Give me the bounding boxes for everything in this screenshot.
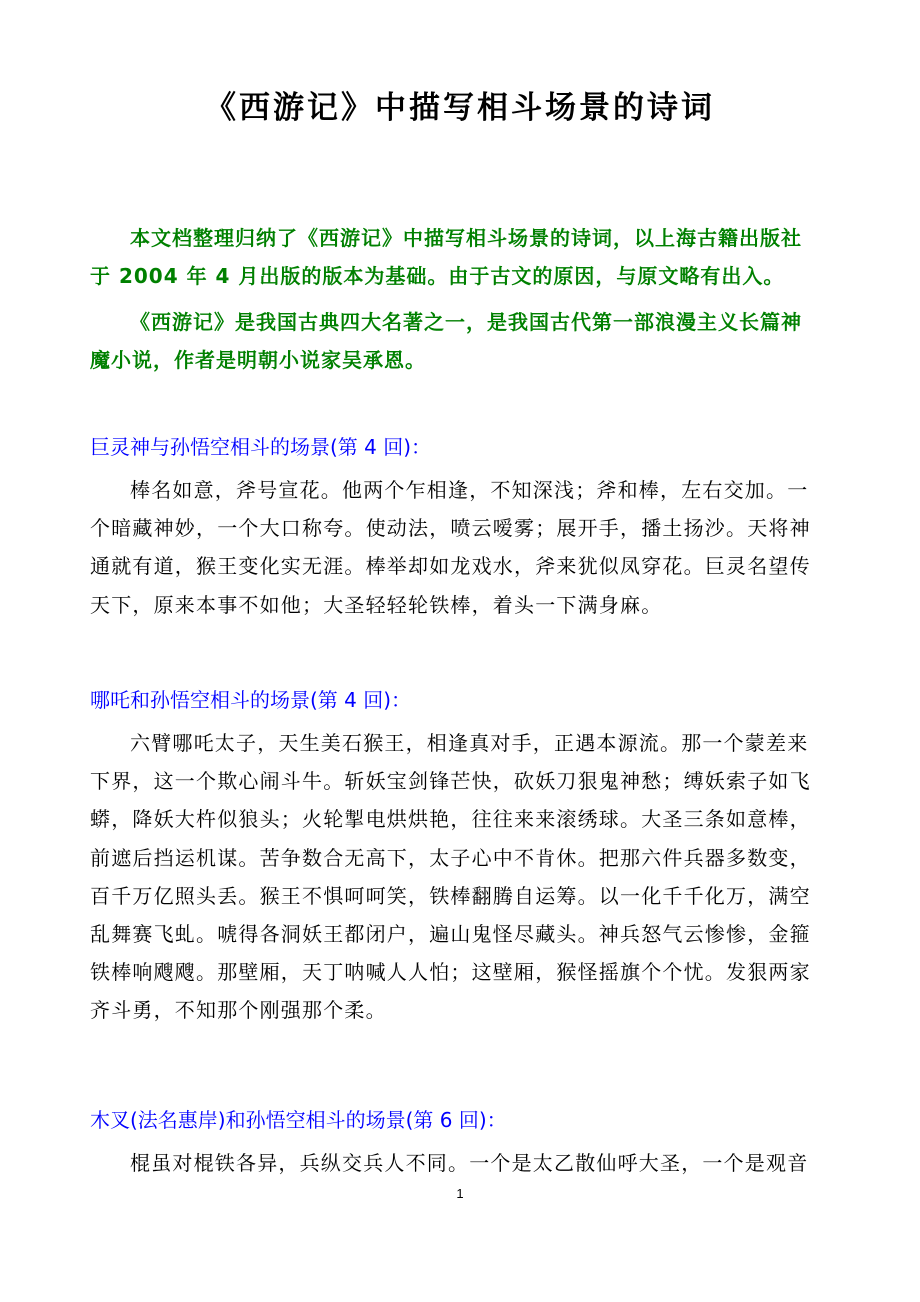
poem-line: 六臂哪吒太子，天生美石猴王，相逢真对手，正遇本源流。那一个蒙差来 bbox=[130, 731, 809, 755]
poem-line: 百千万亿照头丢。猴王不惧呵呵笑，铁棒翻腾自运筹。以一化千千化万，满空 bbox=[90, 883, 811, 908]
section-body-mucha bbox=[90, 1144, 830, 1182]
section-heading-mucha: 木叉(法名惠岸)和孙悟空相斗的场景(第 6 回)： bbox=[90, 1108, 507, 1132]
poem-line: 蟒，降妖大杵似狼头；火轮掣电烘烘艳，往往来来滚绣球。大圣三条如意棒， bbox=[90, 807, 811, 832]
section-heading-nezha: 哪吒和孙悟空相斗的场景(第 4 回)： bbox=[90, 688, 412, 712]
poem-line: 棒名如意，斧号宣花。他两个乍相逢，不知深浅；斧和棒，左右交加。一 bbox=[130, 478, 809, 502]
poem-line: 通就有道，猴王变化实无涯。棒举却如龙戏水，斧来犹似凤穿花。巨灵名望传 bbox=[90, 554, 811, 579]
poem-line: 前遮后挡运机谋。苦争数合无高下，太子心中不肯休。把那六件兵器多数变， bbox=[90, 845, 811, 870]
poem-line: 齐斗勇，不知那个刚强那个柔。 bbox=[90, 998, 387, 1023]
section-heading-julingshen: 巨灵神与孙悟空相斗的场景(第 4 回)： bbox=[90, 435, 432, 459]
poem-line: 下界，这一个欺心闹斗牛。斩妖宝剑锋芒快，砍妖刀狠鬼神愁；缚妖索子如飞 bbox=[90, 769, 811, 794]
section-body-nezha bbox=[90, 724, 830, 1030]
section-body-julingshen bbox=[90, 471, 830, 624]
page-number: 1 bbox=[456, 1186, 464, 1201]
intro-paragraph-1-line-2: 于 2004 年 4 月出版的版本为基础。由于古文的原因，与原文略有出入。 bbox=[90, 264, 785, 288]
poem-line: 棍虽对棍铁各异，兵纵交兵人不同。一个是太乙散仙呼大圣，一个是观音 bbox=[130, 1151, 809, 1175]
intro-paragraph-2-line-1: 《西游记》是我国古典四大名著之一，是我国古代第一部浪漫主义长篇神 bbox=[130, 310, 802, 334]
poem-line: 乱舞赛飞虬。唬得各洞妖王都闭户，遍山鬼怪尽藏头。神兵怒气云惨惨，金箍 bbox=[90, 922, 811, 947]
poem-line: 天下，原来本事不如他；大圣轻轻轮铁棒，着头一下满身麻。 bbox=[90, 592, 663, 617]
poem-line: 铁棒响飕飕。那壁厢，天丁呐喊人人怕；这壁厢，猴怪摇旗个个忧。发狠两家 bbox=[90, 960, 811, 985]
document-title: 《西游记》中描写相斗场景的诗词 bbox=[205, 90, 715, 126]
poem-line: 个暗藏神妙，一个大口称夸。使动法，喷云嗳雾；展开手，播土扬沙。天将神 bbox=[90, 516, 811, 541]
intro-paragraph-2-line-2: 魔小说，作者是明朝小说家吴承恩。 bbox=[90, 348, 426, 372]
intro-paragraph-1-line-1: 本文档整理归纳了《西游记》中描写相斗场景的诗词，以上海古籍出版社 bbox=[130, 226, 802, 250]
